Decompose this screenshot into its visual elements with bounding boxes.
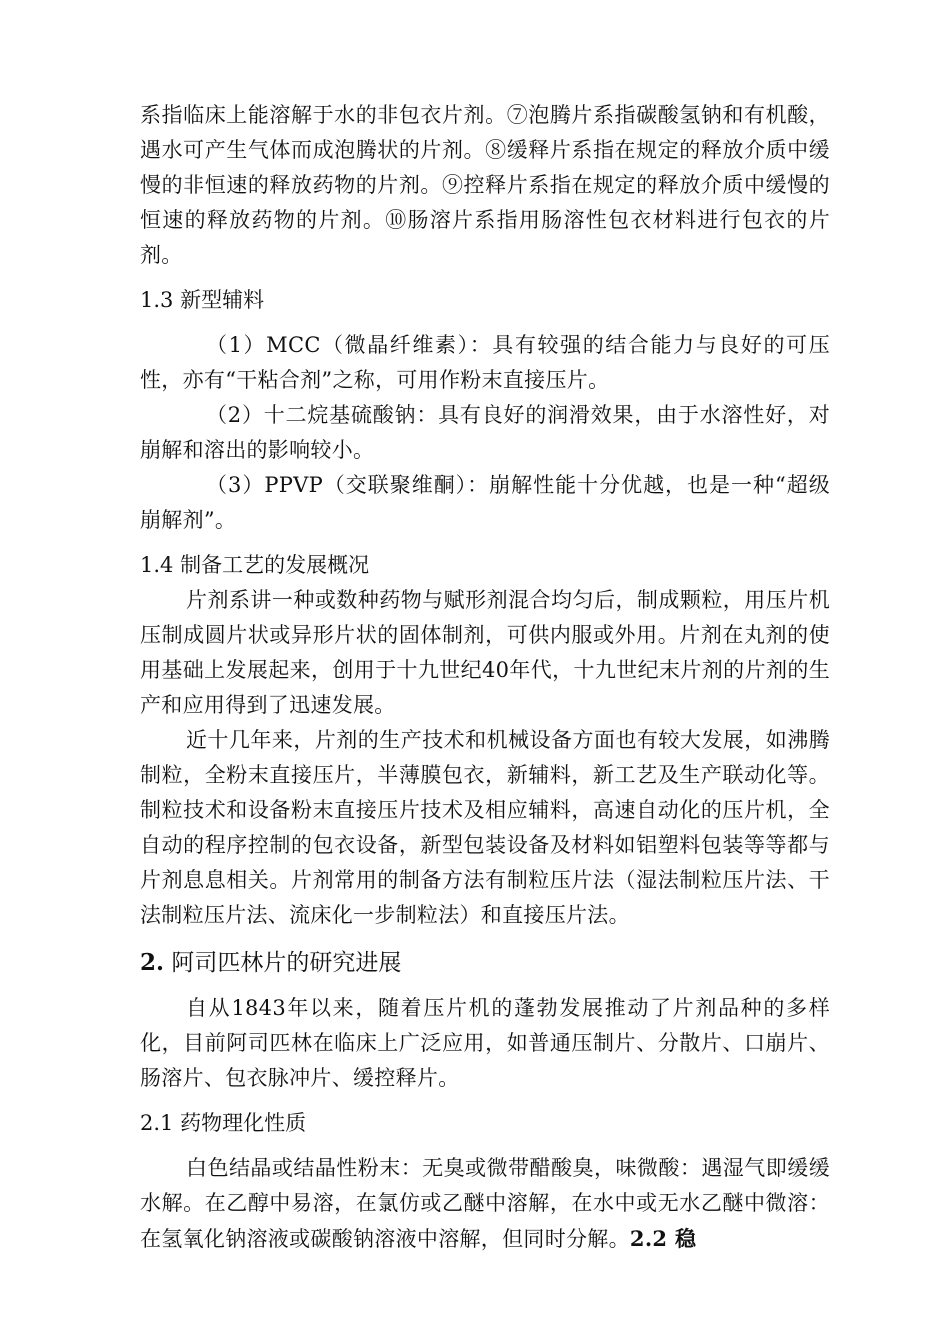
section-heading-1-3: 1.3 新型辅料: [140, 288, 265, 312]
excipient-item-mcc: （1）MCC（微晶纤维素）：具有较强的结合能力与良好的可压性，亦有“干粘合剂”之称，可用作粉末直接压片。: [140, 333, 830, 392]
excipient-item-ppvp: （3）PPVP（交联聚维酮）：崩解性能十分优越，也是一种“超级崩解剂”。: [140, 473, 830, 532]
excipient-item-sds: （2）十二烷基硫酸钠：具有良好的润滑效果，由于水溶性好，对崩解和溶出的影响较小。: [140, 403, 830, 462]
section-heading-1-4: 1.4 制备工艺的发展概况: [140, 553, 370, 577]
properties-text: 白色结晶或结晶性粉末：无臭或微带醋酸臭，味微酸：遇湿气即缓缓水解。在乙醇中易溶，在氯仿或乙醚中溶解，在水中或无水乙醚中微溶：在氢氧化钠溶液或碳酸钠溶液中溶解，但同时分解。: [140, 1156, 830, 1251]
research-paragraph: 自从1843年以来，随着压片机的蓬勃发展推动了片剂品种的多样化，目前阿司匹林在临床上广泛应用，如普通压制片、分散片、口崩片、肠溶片、包衣脉冲片、缓控释片。: [140, 996, 830, 1090]
intro-paragraph: 系指临床上能溶解于水的非包衣片剂。⑦泡腾片系指碳酸氢钠和有机酸，遇水可产生气体而成泡腾状的片剂。⑧缓释片系指在规定的释放介质中缓慢的非恒速的释放药物的片剂。⑨控释片系指在规定的释放介质中缓慢的恒速的释放药物的片剂。⑩肠溶片系指用肠溶性包衣材料进行包衣的片剂。: [140, 103, 830, 267]
process-paragraph-2: 近十几年来，片剂的生产技术和机械设备方面也有较大发展，如沸腾制粒，全粉末直接压片，半薄膜包衣，新辅料，新工艺及生产联动化等。制粒技术和设备粉末直接压片技术及相应辅料，高速自动化的压片机，全自动的程序控制的包衣设备，新型包装设备及材料如铝塑料包装等等都与片剂息息相关。片剂常用的制备方法有制粒压片法（湿法制粒压片法、干法制粒压片法、流床化一步制粒法）和直接压片法。: [140, 728, 830, 927]
section-heading-2: [140, 945, 830, 981]
section-heading-2-1: 2.1 药物理化性质: [140, 1111, 307, 1135]
process-paragraph-1: 片剂系讲一种或数种药物与赋形剂混合均匀后，制成颗粒，用压片机压制成圆片状或异形片状的固体制剂，可供内服或外用。片剂在丸剂的使用基础上发展起来，创用于十九世纪40年代，十九世纪末片剂的片剂的生产和应用得到了迅速发展。: [140, 588, 830, 717]
document-page: [140, 98, 830, 1257]
section-number: 2.: [140, 949, 165, 976]
inline-heading-2-2: 2.2 稳: [629, 1226, 697, 1251]
properties-paragraph: [140, 1151, 830, 1257]
section-title: 阿司匹林片的研究进展: [171, 950, 402, 976]
